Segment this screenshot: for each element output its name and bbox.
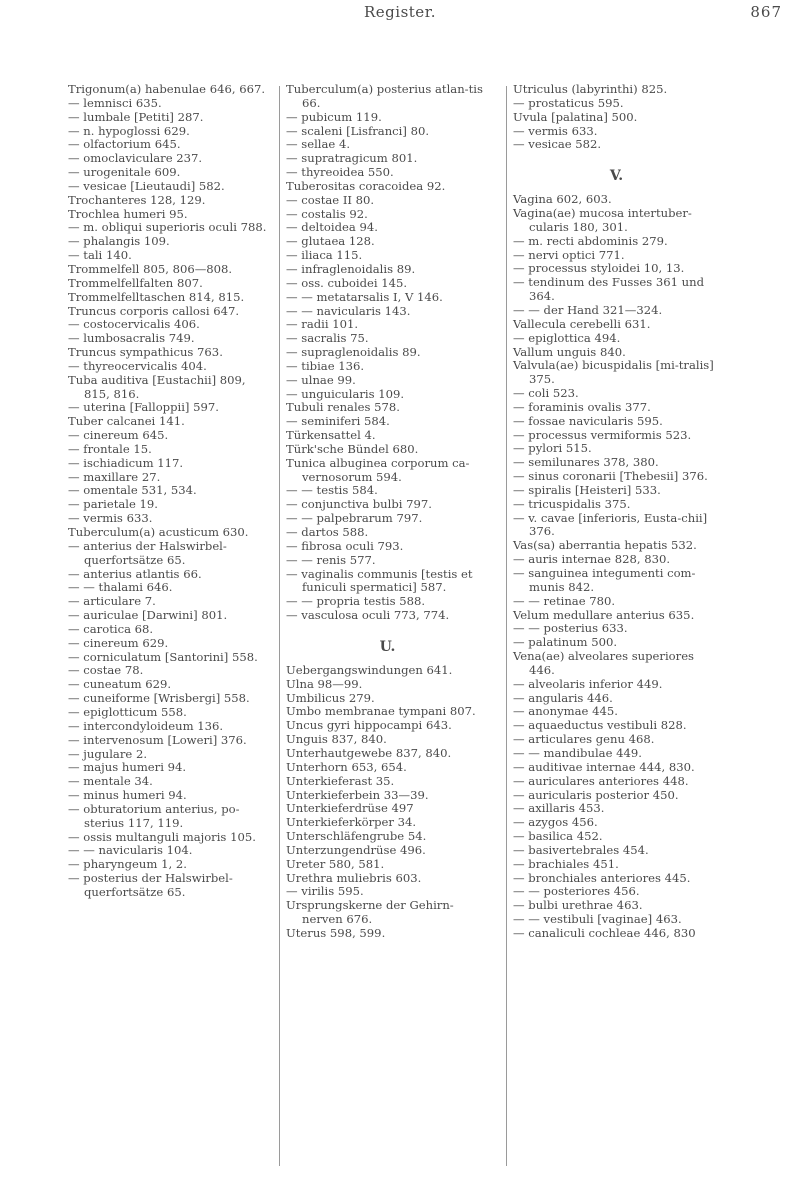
index-entry: — pubicum 119. bbox=[286, 109, 382, 124]
index-entry: — auriculares anteriores 448. bbox=[513, 773, 689, 788]
index-entry: — oss. cuboidei 145. bbox=[286, 275, 408, 290]
index-entry: Uebergangswindungen 641. bbox=[286, 662, 453, 677]
index-entry: — vermis 633. bbox=[513, 123, 598, 138]
index-entry: Trigonum(a) habenulae 646, 667. bbox=[68, 82, 266, 96]
running-title: Register. bbox=[364, 3, 436, 21]
index-entry: — cuneiforme [Wrisbergi] 558. bbox=[68, 691, 250, 706]
index-entry: Velum medullare anterius 635. bbox=[513, 607, 695, 622]
index-entry: Trochlea humeri 95. bbox=[68, 206, 188, 221]
index-entry: — cinereum 629. bbox=[68, 635, 169, 650]
index-entry: — v. cavae [inferioris, Eusta-chii] 376. bbox=[513, 510, 708, 539]
index-entry: — articulares genu 468. bbox=[513, 732, 655, 747]
index-entry: — axillaris 453. bbox=[513, 801, 605, 816]
index-entry: — sinus coronarii [Thebesii] 376. bbox=[513, 469, 708, 484]
index-entry: — — mandibulae 449. bbox=[513, 745, 642, 760]
index-entry: — obturatorium anterius, po-sterius 117, 119. bbox=[68, 801, 240, 830]
index-entry: — parietale 19. bbox=[68, 497, 158, 512]
index-entry: — supraglenoidalis 89. bbox=[286, 345, 421, 360]
index-entry: — coli 523. bbox=[513, 386, 579, 401]
index-entry: — corniculatum [Santorini] 558. bbox=[68, 649, 258, 664]
index-entry: — jugulare 2. bbox=[68, 746, 147, 761]
index-entry: — auris internae 828, 830. bbox=[513, 552, 671, 567]
index-entry: Truncus corporis callosi 647. bbox=[68, 303, 240, 318]
index-entries-u-cont bbox=[513, 83, 720, 152]
index-entry: — vasculosa oculi 773, 774. bbox=[286, 608, 450, 623]
column-divider bbox=[506, 86, 507, 1166]
index-entry: Vena(ae) alveolares superiores 446. bbox=[513, 649, 695, 677]
index-entry: — ulnae 99. bbox=[286, 372, 356, 387]
index-entry: Vallum unguis 840. bbox=[513, 344, 626, 359]
index-entry: Ulna 98—99. bbox=[286, 676, 363, 691]
index-entry: — cuneatum 629. bbox=[68, 677, 172, 692]
index-entry: Truncus sympathicus 763. bbox=[68, 345, 223, 360]
index-entry: — tricuspidalis 375. bbox=[513, 496, 631, 511]
index-entry: — processus vermiformis 523. bbox=[513, 427, 692, 442]
index-entry: Unterhautgewebe 837, 840. bbox=[286, 745, 452, 760]
index-entry: — uterina [Falloppii] 597. bbox=[68, 400, 219, 415]
index-entry: — articulare 7. bbox=[68, 594, 156, 609]
index-entry: — nervi optici 771. bbox=[513, 247, 625, 262]
index-entry: — palatinum 500. bbox=[513, 635, 618, 650]
index-entry: Türk'sche Bündel 680. bbox=[286, 441, 419, 456]
index-column-1 bbox=[68, 83, 268, 900]
index-entry: Urethra muliebris 603. bbox=[286, 870, 422, 885]
column-divider bbox=[279, 86, 280, 1166]
index-entries-t bbox=[286, 83, 489, 623]
index-entry: — — posteriores 456. bbox=[513, 884, 640, 899]
index-entry: Tuberculum(a) acusticum 630. bbox=[68, 525, 249, 539]
index-entries-v bbox=[513, 193, 720, 941]
index-entry: — vermis 633. bbox=[68, 511, 153, 526]
index-entry: Trochanteres 128, 129. bbox=[68, 192, 206, 207]
index-entry: — omentale 531, 534. bbox=[68, 483, 197, 498]
index-entry: — prostaticus 595. bbox=[513, 95, 624, 110]
index-entry: — ossis multanguli majoris 105. bbox=[68, 829, 256, 844]
index-entry: — maxillare 27. bbox=[68, 469, 161, 484]
index-entry: — costae II 80. bbox=[286, 192, 375, 207]
index-entry: — ischiadicum 117. bbox=[68, 455, 184, 470]
index-entry: — m. obliqui superioris oculi 788. bbox=[68, 220, 267, 235]
index-entry: — — propria testis 588. bbox=[286, 594, 426, 609]
index-entry: — thyreocervicalis 404. bbox=[68, 358, 207, 373]
index-entry: Unterkieferkörper 34. bbox=[286, 815, 417, 830]
index-entry: Umbo membranae tympani 807. bbox=[286, 704, 476, 719]
index-entry: — m. recti abdominis 279. bbox=[513, 233, 668, 248]
index-entry: — intercondyloideum 136. bbox=[68, 718, 224, 733]
index-entry: Unterschläfengrube 54. bbox=[286, 829, 427, 844]
index-entry: — costocervicalis 406. bbox=[68, 317, 200, 332]
index-entry: — — posterius 633. bbox=[513, 621, 628, 636]
index-entry: — olfactorium 645. bbox=[68, 137, 181, 152]
index-entry: Vas(sa) aberrantia hepatis 532. bbox=[513, 538, 697, 553]
index-entry: — auditivae internae 444, 830. bbox=[513, 759, 695, 774]
index-entry: Uncus gyri hippocampi 643. bbox=[286, 718, 452, 733]
index-entry: Unterhorn 653, 654. bbox=[286, 759, 407, 774]
index-entry: — intervenosum [Loweri] 376. bbox=[68, 732, 247, 747]
index-entry: — costae 78. bbox=[68, 663, 144, 678]
index-entry: — azygos 456. bbox=[513, 815, 598, 830]
index-entry: — tendinum des Fusses 361 und 364. bbox=[513, 275, 705, 304]
index-entry: Ureter 580, 581. bbox=[286, 856, 385, 871]
index-entry: — costalis 92. bbox=[286, 206, 368, 221]
index-entry: — — renis 577. bbox=[286, 552, 376, 567]
index-entry: — posterius der Halswirbel-querfortsätze 65. bbox=[68, 871, 233, 899]
index-entry: — brachiales 451. bbox=[513, 856, 619, 871]
index-entry: Unterkieferast 35. bbox=[286, 773, 395, 788]
index-entry: Ursprungskerne der Gehirn-nerven 676. bbox=[286, 898, 454, 927]
index-entry: — iliaca 115. bbox=[286, 248, 363, 263]
index-entry: Unterkieferbein 33—39. bbox=[286, 787, 429, 802]
index-entry: — sellae 4. bbox=[286, 137, 351, 152]
index-entry: — deltoidea 94. bbox=[286, 220, 378, 235]
index-entry: Tuberositas coracoidea 92. bbox=[286, 178, 446, 193]
index-entry: Uterus 598, 599. bbox=[286, 925, 386, 940]
index-entry: — auriculae [Darwini] 801. bbox=[68, 608, 228, 623]
index-entry: — thyreoidea 550. bbox=[286, 165, 394, 180]
index-entry: Trommelfellfalten 807. bbox=[68, 275, 203, 290]
index-entry: — — navicularis 104. bbox=[68, 843, 193, 858]
index-entry: — — retinae 780. bbox=[513, 593, 616, 608]
index-entry: — radii 101. bbox=[286, 317, 359, 332]
index-entry: — — vestibuli [vaginae] 463. bbox=[513, 912, 682, 927]
index-entry: Tunica albuginea corporum ca-vernosorum 594. bbox=[286, 455, 470, 484]
index-column-3 bbox=[513, 83, 720, 941]
index-entry: — supratragicum 801. bbox=[286, 151, 418, 166]
index-entry: — phalangis 109. bbox=[68, 234, 170, 249]
index-entry: Valvula(ae) bicuspidalis [mi-tralis] 375. bbox=[513, 358, 714, 387]
section-heading-v: V. bbox=[609, 168, 624, 185]
index-entries-u bbox=[286, 664, 489, 941]
index-entry: — n. hypoglossi 629. bbox=[68, 123, 190, 138]
index-entry: Tuberculum(a) posterius atlan-tis 66. bbox=[286, 82, 483, 110]
index-entry: — vaginalis communis [testis et funiculi spermatici] 587. bbox=[286, 566, 473, 595]
page-header bbox=[0, 0, 800, 80]
index-entry: — urogenitale 609. bbox=[68, 165, 181, 180]
index-entry: — basilica 452. bbox=[513, 829, 603, 844]
index-entry: — sanguinea integumenti com-munis 842. bbox=[513, 566, 696, 594]
index-entry: — glutaea 128. bbox=[286, 234, 375, 249]
index-entry: Trommelfelltaschen 814, 815. bbox=[68, 289, 245, 304]
index-entry: — lemnisci 635. bbox=[68, 95, 162, 110]
index-entry: Utriculus (labyrinthi) 825. bbox=[513, 82, 668, 96]
index-entry: Tuba auditiva [Eustachii] 809, 815, 816. bbox=[68, 372, 246, 401]
index-entry: — foraminis ovalis 377. bbox=[513, 399, 651, 414]
index-entry: — aquaeductus vestibuli 828. bbox=[513, 718, 687, 733]
index-entry: Unguis 837, 840. bbox=[286, 732, 387, 747]
index-entry: — conjunctiva bulbi 797. bbox=[286, 497, 432, 512]
index-entry: — fibrosa oculi 793. bbox=[286, 538, 404, 553]
section-heading-u: U. bbox=[379, 638, 396, 655]
index-entry: — dartos 588. bbox=[286, 525, 369, 539]
index-entry: — — der Hand 321—324. bbox=[513, 302, 663, 317]
index-entry: — canaliculi cochleae 446, 830 bbox=[513, 925, 696, 940]
index-entry: Vallecula cerebelli 631. bbox=[513, 316, 651, 331]
index-entry: Vagina(ae) mucosa intertuber-cularis 180, 301. bbox=[513, 206, 692, 234]
index-entry: — — navicularis 143. bbox=[286, 303, 411, 318]
index-entry: Tuber calcanei 141. bbox=[68, 414, 185, 429]
index-entry: — — thalami 646. bbox=[68, 580, 173, 595]
page-number: 867 bbox=[750, 3, 782, 21]
index-entry: — auricularis posterior 450. bbox=[513, 787, 679, 802]
index-entry: Unterzungendrüse 496. bbox=[286, 842, 426, 857]
index-entry: Türkensattel 4. bbox=[286, 428, 376, 443]
index-entry: Tubuli renales 578. bbox=[286, 400, 400, 415]
index-entry: — anterius der Halswirbel-querfortsätze 65. bbox=[68, 538, 227, 567]
index-entry: — anonymae 445. bbox=[513, 704, 618, 719]
index-entry: — frontale 15. bbox=[68, 441, 152, 456]
index-entry: — — testis 584. bbox=[286, 483, 378, 498]
index-entry: — angularis 446. bbox=[513, 690, 613, 705]
index-entry: — majus humeri 94. bbox=[68, 760, 187, 775]
index-entry: — lumbosacralis 749. bbox=[68, 331, 195, 346]
index-entry: — fossae navicularis 595. bbox=[513, 413, 663, 428]
index-entry: — lumbale [Petiti] 287. bbox=[68, 109, 204, 124]
index-entry: — bronchiales anteriores 445. bbox=[513, 870, 691, 885]
index-entry: — — metatarsalis I, V 146. bbox=[286, 289, 443, 304]
index-entry: — tibiae 136. bbox=[286, 358, 365, 373]
index-entry: — infraglenoidalis 89. bbox=[286, 261, 416, 276]
index-entry: Umbilicus 279. bbox=[286, 690, 375, 705]
index-entry: — processus styloidei 10, 13. bbox=[513, 261, 685, 276]
index-entry: — basivertebrales 454. bbox=[513, 842, 649, 857]
index-entry: — cinereum 645. bbox=[68, 428, 169, 443]
index-entry: — pylori 515. bbox=[513, 441, 592, 456]
index-entry: — epiglottica 494. bbox=[513, 330, 621, 345]
index-entry: — omoclaviculare 237. bbox=[68, 151, 203, 166]
index-entry: — mentale 34. bbox=[68, 774, 153, 789]
index-entry: Uvula [palatina] 500. bbox=[513, 109, 638, 124]
index-entry: — vesicae 582. bbox=[513, 137, 602, 152]
index-entry: Vagina 602, 603. bbox=[513, 192, 612, 207]
index-entry: — semilunares 378, 380. bbox=[513, 455, 659, 470]
index-entry: — epiglotticum 558. bbox=[68, 704, 187, 719]
index-entry: Trommelfell 805, 806—808. bbox=[68, 261, 233, 276]
index-entry: — pharyngeum 1, 2. bbox=[68, 857, 187, 872]
index-entry: — seminiferi 584. bbox=[286, 414, 390, 429]
index-entry: — spiralis [Heisteri] 533. bbox=[513, 482, 661, 497]
index-entry: — — palpebrarum 797. bbox=[286, 511, 423, 526]
index-entry: — minus humeri 94. bbox=[68, 788, 187, 803]
index-entry: — virilis 595. bbox=[286, 884, 364, 899]
index-entry: — vesicae [Lieutaudi] 582. bbox=[68, 178, 225, 193]
index-column-2 bbox=[286, 83, 489, 941]
index-entry: — sacralis 75. bbox=[286, 331, 369, 346]
index-entry: — anterius atlantis 66. bbox=[68, 566, 202, 581]
index-entry: — bulbi urethrae 463. bbox=[513, 898, 643, 913]
index-entry: — unguicularis 109. bbox=[286, 386, 405, 401]
index-entry: — alveolaris inferior 449. bbox=[513, 676, 663, 691]
index-entry: — scaleni [Lisfranci] 80. bbox=[286, 123, 430, 138]
index-entry: Unterkieferdrüse 497 bbox=[286, 801, 414, 816]
index-entry: — carotica 68. bbox=[68, 621, 154, 636]
index-entry: — tali 140. bbox=[68, 248, 132, 263]
